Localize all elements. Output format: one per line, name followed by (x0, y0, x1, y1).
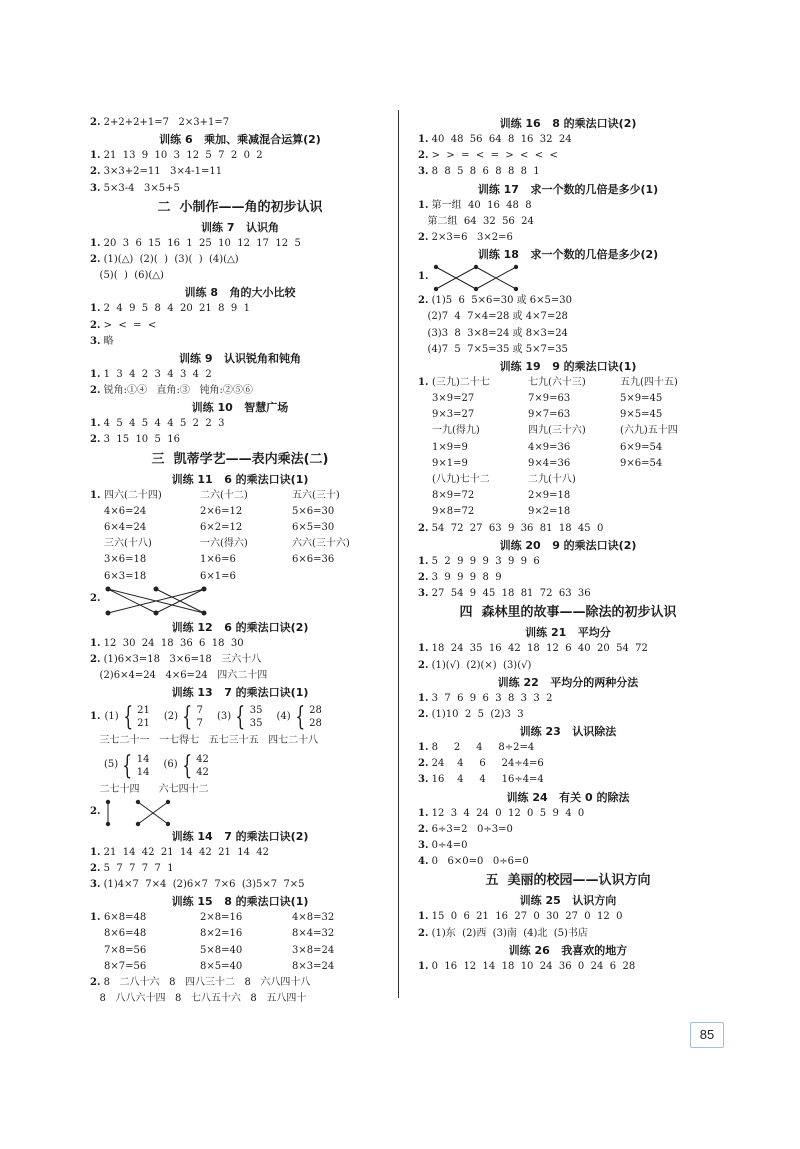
crossing-lines-icon (104, 798, 214, 828)
table-row: 1. (三九)二十七 七九(六十三) 五九(四十五) (418, 376, 678, 388)
answer-line: 1. 20 3 6 15 16 1 25 10 12 17 12 5 (90, 237, 301, 249)
answer-line: (2)6×4=24 4×6=24 四六二十四 (99, 670, 268, 682)
exercise-heading: 训练 14 7 的乘法口诀(2) (171, 829, 309, 843)
answer-line: 第二组 64 32 56 24 (427, 215, 534, 227)
exercise-heading: 训练 24 有关 0 的除法 (506, 790, 630, 804)
answer-line: (5)( ) (6)(△) (99, 270, 164, 282)
answer-line: 2. 锐角:①④ 直角:③ 钝角:②⑤⑥ (90, 385, 253, 397)
answer-line: 1. 40 48 56 64 8 16 32 24 (418, 134, 572, 145)
crossing-lines-icon (432, 263, 542, 293)
answer-line: (4)7 5 7×5=35 或 5×7=35 (427, 343, 568, 355)
answer-line: 1. 5 2 9 9 9 3 9 9 6 (418, 555, 540, 567)
section-title: 五 美丽的校园——认识方向 (485, 873, 651, 889)
answer-line: 1. 4 5 4 5 4 4 5 2 2 3 (90, 418, 225, 430)
table-row: 8×7=56 8×5=40 8×3=24 (104, 960, 335, 972)
table-row: 8×9=72 2×9=18 (432, 490, 571, 502)
table-row: 三六(十八) 一六(得六) 六六(三十六) (104, 538, 350, 550)
answer-line: 2. 3×3+2=11 3×4-1=11 (90, 166, 223, 178)
answer-line: 8 八八六十四 8 七八五十六 8 五八四十 (99, 993, 307, 1005)
section-title: 四 森林里的故事——除法的初步认识 (459, 605, 677, 621)
exercise-heading: 训练 17 求一个数的几倍是多少(1) (477, 182, 659, 196)
answer-line: 1. 15 0 6 21 16 27 0 30 27 0 12 0 (418, 911, 623, 923)
page-number: 85 (690, 1022, 724, 1048)
answer-line: 1. 8 2 4 8÷2=4 (418, 742, 535, 754)
table-row: 9×1=9 9×4=36 9×6=54 (432, 457, 663, 469)
answer-line: (2)7 4 7×4=28 或 4×7=28 (427, 311, 568, 323)
table-row: 一九(得九) 四九(三十六) (六九)五十四 (432, 425, 678, 437)
left-column (90, 115, 390, 1007)
answer-line: 2. (1)东 (2)西 (3)南 (4)北 (5)书店 (418, 927, 588, 939)
answer-line: 二七十四 六七四十二 (99, 783, 209, 795)
section-title: 二 小制作——角的初步认识 (157, 199, 323, 215)
exercise-heading: 训练 13 7 的乘法口诀(1) (171, 686, 309, 700)
table-row: 9×8=72 9×2=18 (432, 506, 571, 518)
crossing-lines-icon (104, 585, 214, 617)
exercise-heading: 训练 7 认识角 (201, 220, 279, 234)
answer-line: 3. (1)4×7 7×4 (2)6×7 7×6 (3)5×7 7×5 (90, 879, 305, 891)
answer-line: 2. > > = < = > < < < (418, 150, 558, 162)
exercise-heading: 训练 23 认识除法 (519, 725, 617, 739)
table-row: 6×3=18 6×1=6 (104, 570, 236, 582)
brace-answers: (5) { 14 14 (6) { 42 42 (104, 750, 209, 781)
brace-answers: 1. (1) { 21 21 (2) { 7 7 (3) { 35 35 (4) { 28 28 (90, 702, 322, 733)
answer-line: 2. 54 72 27 63 9 36 81 18 45 0 (418, 522, 604, 534)
right-column (418, 115, 718, 975)
answer-line: 2. 24 4 6 24÷4=6 (418, 758, 544, 770)
answer-line: 3. 16 4 4 16÷4=4 (418, 774, 544, 786)
exercise-heading: 训练 21 平均分 (525, 626, 611, 640)
answer-line: 三七二十一 一七得七 五七三十五 四七二十八 (99, 735, 319, 747)
answer-line: 2. 3 15 10 5 16 (90, 434, 180, 446)
answer-line: 4. 0 6×0=0 0÷6=0 (418, 856, 529, 868)
answer-line: 2. (1)(√) (2)(×) (3)(√) (418, 659, 532, 671)
table-row: (八九)七十二 二九(十八) (432, 474, 576, 485)
answer-line: 1. 0 16 12 14 18 10 24 36 0 24 6 28 (418, 960, 636, 972)
table-row: 1×9=9 4×9=36 6×9=54 (432, 441, 663, 453)
answer-line: 2. 3 9 9 9 8 9 (418, 571, 502, 583)
exercise-heading: 训练 25 认识方向 (519, 894, 617, 908)
table-row: 9×3=27 9×7=63 9×5=45 (432, 409, 663, 421)
answer-line: 2. 2×3=6 3×2=6 (418, 231, 513, 243)
answer-line: 2. (1)10 2 5 (2)3 3 (418, 708, 524, 720)
answer-line: 1. 1 3 4 2 3 4 3 4 2 (90, 368, 212, 380)
exercise-heading: 训练 12 6 的乘法口诀(2) (171, 620, 309, 634)
answer-line: (3)3 8 3×8=24 或 8×3=24 (427, 327, 568, 339)
answer-line: 3. 0÷4=0 (418, 840, 468, 851)
table-row: 3×6=18 1×6=6 6×6=36 (104, 554, 335, 566)
table-row: 8×6=48 8×2=16 8×4=32 (104, 928, 335, 940)
table-row: 6×4=24 6×2=12 6×5=30 (104, 522, 335, 533)
exercise-heading: 训练 8 角的大小比较 (184, 286, 296, 300)
exercise-heading: 训练 15 8 的乘法口诀(1) (171, 895, 309, 909)
answer-line: 1. 3 7 6 9 6 3 8 3 3 2 (418, 692, 553, 704)
exercise-heading: 训练 11 6 的乘法口诀(1) (171, 472, 309, 486)
table-row: 3×9=27 7×9=63 5×9=45 (432, 393, 663, 405)
exercise-heading: 训练 9 认识锐角和钝角 (179, 351, 301, 365)
exercise-heading: 训练 19 9 的乘法口诀(1) (499, 359, 637, 373)
answer-line: 3. 27 54 9 45 18 81 72 63 36 (418, 588, 591, 600)
exercise-heading: 训练 18 求一个数的几倍是多少(2) (477, 248, 659, 262)
answer-line: 2. 8 二八十六 8 四八三十二 8 六八四十八 (90, 977, 311, 988)
answer-line: 1. 21 13 9 10 3 12 5 7 2 0 2 (90, 150, 263, 162)
answer-line: 1. 第一组 40 16 48 8 (418, 199, 532, 211)
matching-diagram: 2. (90, 585, 390, 619)
answer-line: 1. 18 24 35 16 42 18 12 6 40 20 54 72 (418, 643, 648, 655)
exercise-heading: 训练 20 9 的乘法口诀(2) (499, 538, 637, 552)
exercise-heading: 训练 16 8 的乘法口诀(2) (499, 117, 637, 130)
answer-line: 2. (1)5 6 5×6=30 或 6×5=30 (418, 295, 573, 307)
answer-line: 2. (1)6×3=18 3×6=18 三六十八 (90, 653, 262, 665)
table-row: 7×8=56 5×8=40 3×8=24 (104, 944, 335, 956)
exercise-heading: 训练 22 平均分的两种分法 (497, 675, 639, 689)
answer-line: 2. 2+2+2+1=7 2×3+1=7 (90, 117, 230, 128)
matching-diagram: 1. (418, 263, 718, 293)
answer-line: 2. (1)(△) (2)( ) (3)( ) (4)(△) (90, 253, 239, 265)
answer-line: 3. 5×3-4 3×5+5 (90, 182, 180, 194)
answer-line: 2. 6÷3=2 0÷3=0 (418, 823, 513, 835)
answer-line: 3. 8 8 5 8 6 8 8 8 1 (418, 166, 540, 178)
table-row: 1. 6×8=48 2×8=16 4×8=32 (90, 912, 335, 924)
column-divider (398, 110, 399, 998)
answer-line: 1. 21 14 42 21 14 42 21 14 42 (90, 846, 270, 858)
answer-line: 2. > < = < (90, 319, 157, 331)
table-row: 1. 四六(二十四) 二六(十二) 五六(三十) (90, 489, 340, 501)
matching-diagram: 2. (90, 798, 390, 828)
exercise-heading: 训练 26 我喜欢的地方 (508, 943, 628, 957)
section-title: 三 凯蒂学艺——表内乘法(二) (151, 451, 329, 467)
answer-line: 1. 12 3 4 24 0 12 0 5 9 4 0 (418, 807, 585, 819)
answer-line: 1. 12 30 24 18 36 6 18 30 (90, 637, 244, 649)
table-row: 4×6=24 2×6=12 5×6=30 (104, 505, 335, 517)
answer-line: 3. 略 (90, 335, 114, 347)
exercise-heading: 训练 10 智慧广场 (191, 401, 289, 415)
answer-line: 2. 5 7 7 7 7 1 (90, 862, 174, 874)
exercise-heading: 训练 6 乘加、乘减混合运算(2) (159, 133, 321, 147)
answer-line: 1. 2 4 9 5 8 4 20 21 8 9 1 (90, 303, 250, 315)
